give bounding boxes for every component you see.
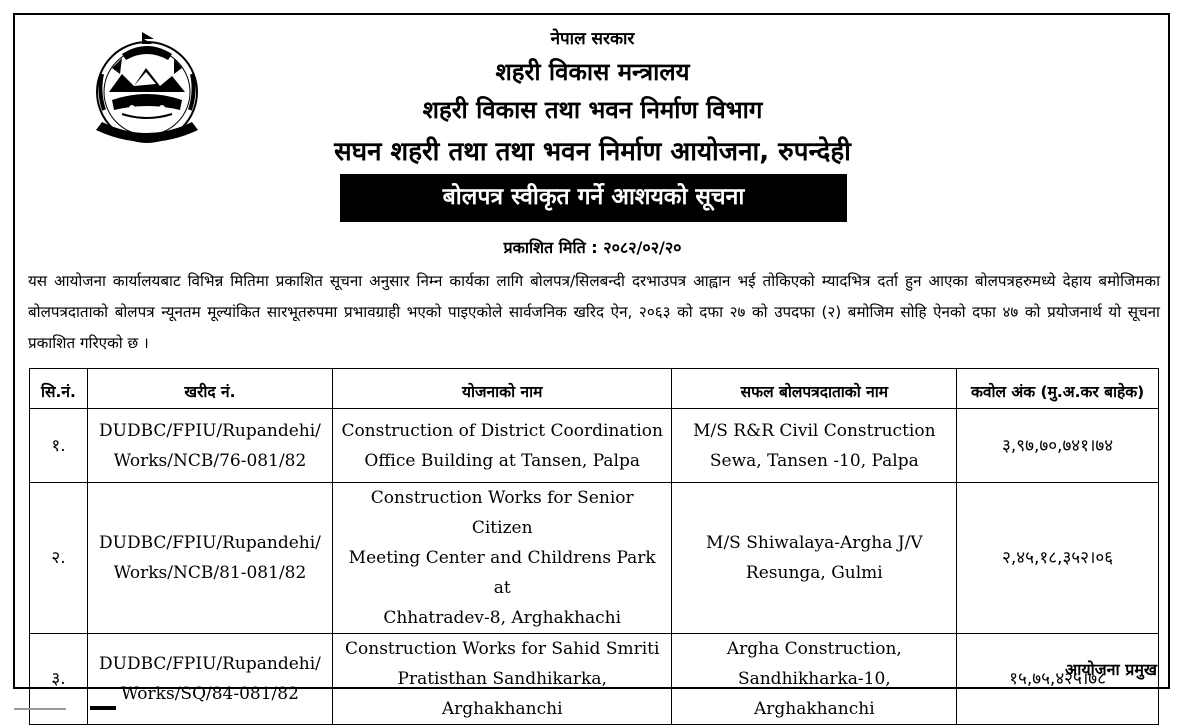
cell-bidder-line: Resunga, Gulmi — [745, 563, 883, 583]
cell-bidder — [672, 634, 957, 725]
cell-sn: २. — [30, 483, 88, 634]
cell-sn: १. — [30, 409, 88, 483]
footer-mark — [90, 706, 116, 710]
table-row — [30, 409, 1159, 483]
cell-procurement-no-line: Works/NCB/76-081/82 — [113, 450, 307, 471]
cell-project-name-line: Construction Works for Senior Citizen — [370, 488, 634, 538]
cell-project-name — [332, 409, 672, 483]
cell-procurement-no-line: DUDBC/FPIU/Rupandehi/ — [99, 654, 321, 674]
header-amount: कवोल अंक (मु.अ.कर बाहेक) — [957, 369, 1159, 409]
cell-bidder-line: Sandhikharka-10, Arghakhanchi — [737, 669, 891, 719]
cell-bidder — [672, 409, 957, 483]
notice-title: बोलपत्र स्वीकृत गर्ने आशयको सूचना — [340, 174, 847, 222]
header-project-name: योजनाको नाम — [332, 369, 672, 409]
cell-bidder-line: M/S R&R Civil Construction — [693, 420, 936, 441]
cell-project-name — [332, 634, 672, 725]
signoff: आयोजना प्रमुख — [1064, 660, 1157, 679]
project-name: सघन शहरी तथा तथा भवन निर्माण आयोजना, रुपन्देही — [334, 137, 851, 167]
cell-project-name-line: Office Building at Tansen, Palpa — [364, 450, 640, 471]
table-row — [30, 483, 1159, 634]
cell-amount: १५,७५,४२५।७८ — [957, 634, 1159, 725]
footer-divider — [14, 708, 66, 710]
award-table — [29, 368, 1159, 725]
cell-sn: ३. — [30, 634, 88, 725]
cell-project-name-line: Construction Works for Sahid Smriti — [345, 639, 660, 659]
header-sn: सि.नं. — [30, 369, 88, 409]
cell-procurement-no-line: Works/SQ/84-081/82 — [120, 684, 299, 704]
department-name: शहरी विकास तथा भवन निर्माण विभाग — [422, 96, 763, 124]
cell-project-name-line: Meeting Center and Childrens Park at — [348, 548, 656, 598]
cell-procurement-no — [87, 409, 332, 483]
table-row — [30, 634, 1159, 725]
cell-bidder-line: Sewa, Tansen -10, Palpa — [709, 450, 919, 471]
cell-procurement-no-line: DUDBC/FPIU/Rupandehi/ — [99, 533, 321, 553]
intro-paragraph: यस आयोजना कार्यालयबाट विभिन्न मितिमा प्रकाशित सूचना अनुसार निम्न कार्यका लागि बोलपत्र/सिलबन्दी दरभाउपत्र आह्वान भई तोकिएको म्यादभित्र दर्ता हुन आएका बोलपत्रहरुमध्ये देहाय बमोजिमका बोलपत्रदाताको बोलपत्र न्यूनतम मूल्यांकित सारभूतरुपमा प्रभावग्राही भएको पाइएकोले सार्वजनिक खरिद ऐन, २०६३ को दफा २७ को उपदफा (२) बमोजिम सोहि ऐनको दफा ४७ को प्रयोजनार्थ यो सूचना प्रकाशित गरिएको छ । — [28, 272, 1160, 352]
government-name: नेपाल सरकार — [550, 29, 635, 49]
cell-project-name-line: Chhatradev-8, Arghakhachi — [383, 608, 622, 628]
ministry-name: शहरी विकास मन्त्रालय — [495, 58, 690, 86]
cell-project-name-line: Pratisthan Sandhikarka, Arghakhanchi — [397, 669, 607, 719]
cell-amount: २,४५,१८,३५२।०६ — [957, 483, 1159, 634]
cell-bidder-line: M/S Shiwalaya-Argha J/V — [706, 533, 923, 553]
cell-project-name-line: Construction of District Coordination — [341, 420, 663, 441]
cell-procurement-no-line: Works/NCB/81-081/82 — [113, 563, 307, 583]
cell-procurement-no — [87, 634, 332, 725]
header-bidder: सफल बोलपत्रदाताको नाम — [672, 369, 957, 409]
cell-procurement-no-line: DUDBC/FPIU/Rupandehi/ — [99, 420, 321, 441]
table-header-row — [30, 369, 1159, 409]
cell-project-name — [332, 483, 672, 634]
cell-procurement-no — [87, 483, 332, 634]
cell-bidder — [672, 483, 957, 634]
publish-date: प्रकाशित मिति : २०८२/०२/२० — [503, 238, 682, 257]
header-procurement-no: खरीद नं. — [87, 369, 332, 409]
cell-amount: ३,९७,७०,७४१।७४ — [957, 409, 1159, 483]
cell-bidder-line: Argha Construction, — [726, 639, 902, 659]
